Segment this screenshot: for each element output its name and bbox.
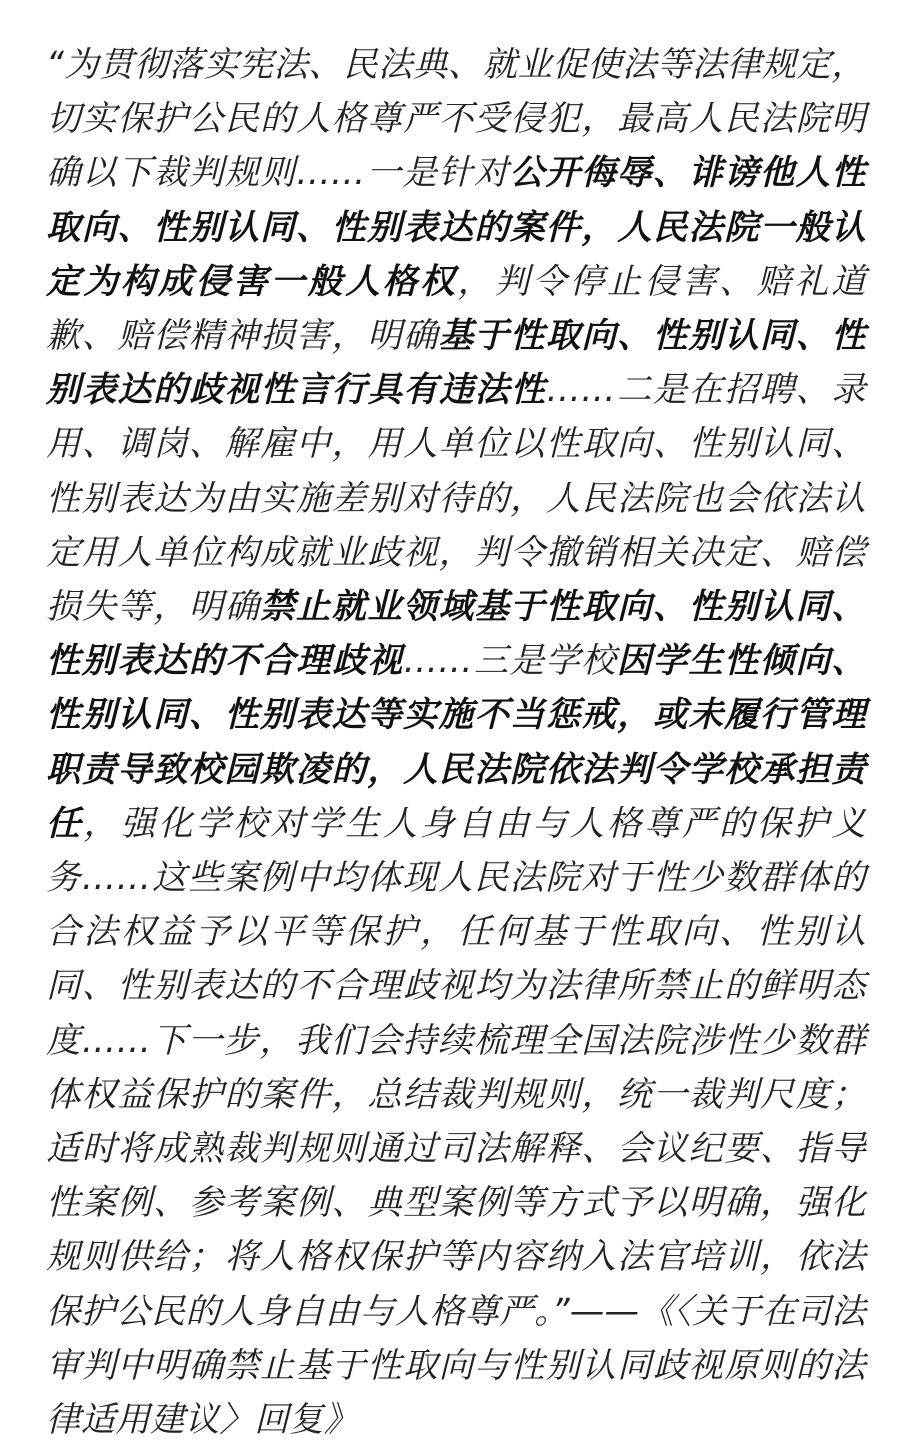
quote-highlight-insult-defamation: 公开侮辱、诽谤他人性取向、性别认同、性别表达的案件，人民法院一般认定为构成侵害一般人格权	[46, 153, 866, 302]
quote-intro-text: “为贯彻落实宪法、民法典、就业促使法等法律规定，切实保护公民的人格尊严不受侵犯，最高人民法院明确以下裁判规则……一是针对	[46, 45, 866, 194]
quote-highlight-school-liability: 因学生性倾向、性别认同、性别表达等实施不当惩戒，或未履行管理职责导致校园欺凌的，人民法院依法判令学校承担责任	[46, 641, 867, 844]
quote-highlight-employment-discrimination: 禁止就业领域基于性取向、性别认同、性别表达的不合理歧视	[46, 587, 866, 682]
quote-text-school-intro: ……三是学校	[403, 641, 617, 682]
quote-paragraph	[46, 38, 866, 1447]
quote-text-employment: ……二是在招聘、录用、调岗、解雇中，用人单位以性取向、性别认同、性别表达为由实施差别对待的，人民法院也会依法认定用人单位构成就业歧视，判令撤销相关决定、赔偿损失等，明确	[46, 370, 866, 628]
quote-text-remedies: ，判令停止侵害、赔礼道歉、赔偿精神损害，明确	[46, 261, 866, 357]
quote-highlight-discriminatory-speech: 基于性取向、性别认同、性别表达的歧视性言行具有违法性	[46, 316, 867, 411]
quote-text-conclusion-and-source: ，强化学校对学生人身自由与人格尊严的保护义务……这些案例中均体现人民法院对于性少数群体的合法权益予以平等保护，任何基于性取向、性别认同、性别表达的不合理歧视均为法律所禁止的鲜明态度……下一步，我们会持续梳理全国法院涉性少数群体权益保护的案件，总结裁判规则，统一裁判尺度；适时将成熟裁判规则通过司法解释、会议纪要、指导性案例、参考案例、典型案例等方式予以明确，强化规则供给；将人格权保护等内容纳入法官培训，依法保护公民的人身自由与人格尊严。”——《〈关于在司法审判中明确禁止基于性取向与性别认同歧视原则的法律适用建议〉回复》	[46, 803, 867, 1441]
